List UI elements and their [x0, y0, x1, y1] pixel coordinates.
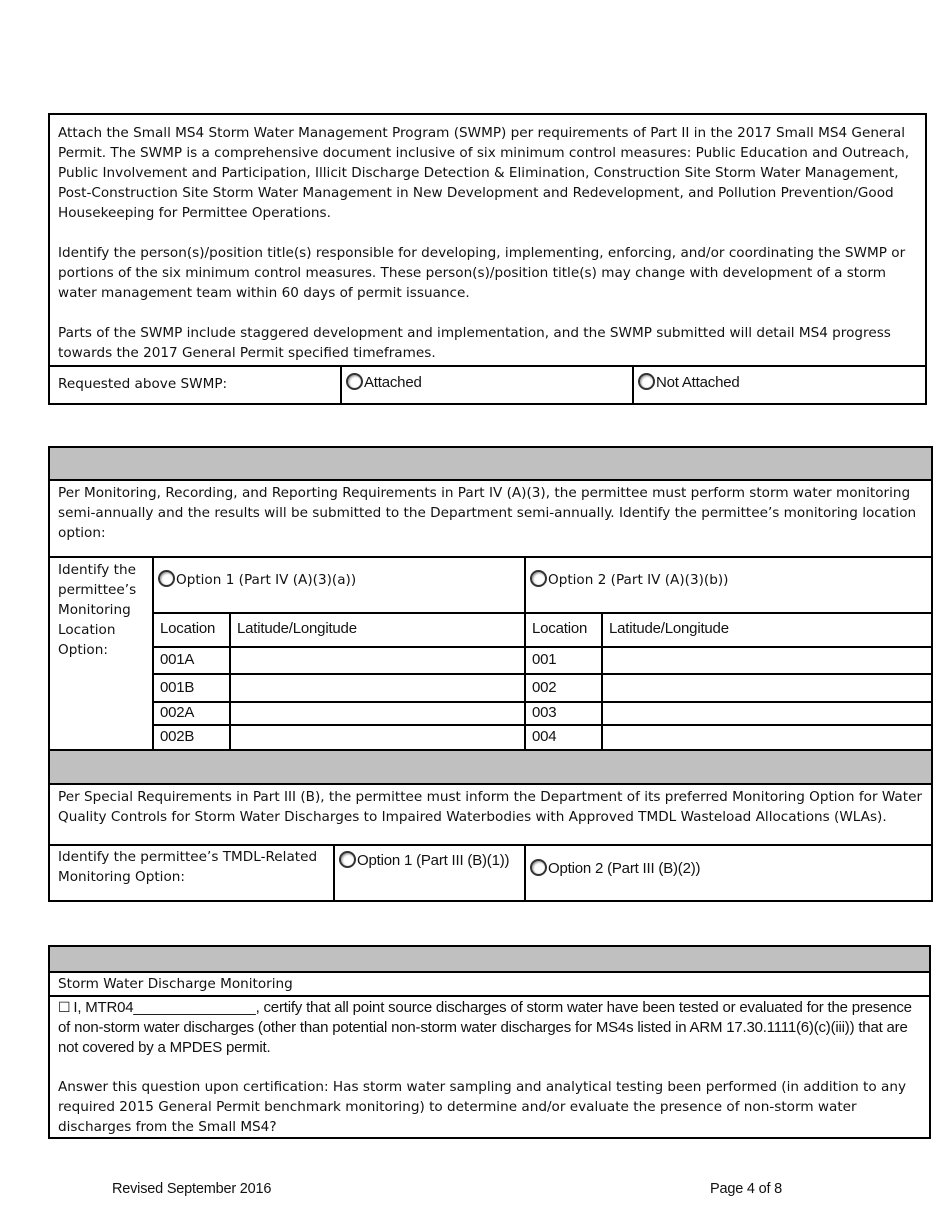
monitoring-option-2-label: Option 2 (Part IV (A)(3)(b)) [548, 572, 729, 588]
tmdl-option-2-radio[interactable] [530, 859, 547, 876]
not-attached-radio[interactable] [638, 373, 655, 390]
option2-latlong-input[interactable] [602, 674, 932, 702]
option1-location-cell: 001B [153, 674, 230, 702]
option1-latlong-input[interactable] [230, 647, 525, 674]
certification-checkbox[interactable]: ☐ [58, 999, 71, 1015]
monitoring-option-2[interactable] [525, 557, 932, 613]
option2-latlong-header: Latitude/Longitude [602, 613, 932, 647]
monitoring-table [48, 446, 933, 902]
option2-latlong-input[interactable] [602, 702, 932, 725]
certification-text: I, MTR04_______________, certify that all point source discharges of storm water have been tested or evaluated for the presence of non-storm water discharges (other than potential non-storm water discharges for MS4s listed in ARM 17.30.1111(6)(c)(iii)) that are not covered by a MPDES permit. [58, 999, 912, 1056]
swmp-paragraph-2: Identify the person(s)/position title(s) responsible for developing, implementing, enforcing, and/or coordinating the SWMP or portions of the six minimum control measures. These person(s)/position title(s) may change with development of a storm water management team within 60 days of permit issuance. [58, 245, 906, 301]
option1-latlong-input[interactable] [230, 674, 525, 702]
tmdl-header-bar [49, 750, 932, 784]
discharge-table [48, 945, 931, 1139]
swmp-paragraph-1: Attach the Small MS4 Storm Water Management Program (SWMP) per requirements of Part II in the 2017 Small MS4 General Permit. The SWMP is a comprehensive document inclusive of six minimum control measures: Public Education and Outreach, Public Involvement and Participation, Illicit Discharge Detection & Elimination, Construction Site Storm Water Management, Post-Construction Site Storm Water Management in New Development and Redevelopment, and Pollution Prevention/Good Housekeeping for Permittee Operations. [58, 125, 910, 221]
monitoring-header-bar [49, 447, 932, 480]
option1-latlong-header: Latitude/Longitude [230, 613, 525, 647]
monitoring-option-2-radio[interactable] [530, 570, 547, 587]
option1-latlong-input[interactable] [230, 725, 525, 750]
tmdl-identify-label: Identify the permittee’s TMDL-Related Monitoring Option: [49, 845, 334, 901]
tmdl-option-2-label: Option 2 (Part III (B)(2)) [548, 860, 701, 877]
option2-latlong-input[interactable] [602, 647, 932, 674]
option2-location-header: Location [525, 613, 602, 647]
swmp-section [48, 113, 925, 405]
tmdl-option-1[interactable] [334, 845, 525, 901]
swmp-table [48, 113, 927, 405]
option1-location-header: Location [153, 613, 230, 647]
discharge-section-title: Storm Water Discharge Monitoring [49, 972, 930, 996]
option2-latlong-input[interactable] [602, 725, 932, 750]
option2-location-cell: 004 [525, 725, 602, 750]
tmdl-description: Per Special Requirements in Part III (B), the permittee must inform the Department of its preferred Monitoring Option for Water Quality Controls for Storm Water Discharges to Impaired Waterbodies with Approved TMDL Wasteload Allocations (WLAs). [49, 784, 932, 845]
attached-radio[interactable] [346, 373, 363, 390]
not-attached-label: Not Attached [656, 374, 740, 391]
attached-label: Attached [364, 374, 422, 391]
footer-revised-date: Revised September 2016 [112, 1181, 272, 1197]
swmp-request-label: Requested above SWMP: [49, 366, 341, 404]
monitoring-description: Per Monitoring, Recording, and Reporting Requirements in Part IV (A)(3), the permittee must perform storm water monitoring semi-annually and the results will be submitted to the Department semi-annually. Identify the permittee’s monitoring location option: [49, 480, 932, 557]
monitoring-option-1-radio[interactable] [158, 570, 175, 587]
swmp-not-attached-option[interactable] [633, 366, 926, 404]
monitoring-section [48, 446, 931, 902]
discharge-question: Answer this question upon certification: Has storm water sampling and analytical testing been performed (in addition to any required 2015 General Permit benchmark monitoring) to determine and/or evaluate the presence of non-storm water discharges from the Small MS4? [58, 1079, 906, 1135]
monitoring-identify-label: Identify the permittee’s Monitoring Location Option: [49, 557, 153, 750]
tmdl-option-1-label: Option 1 (Part III (B)(1)) [357, 852, 510, 869]
option2-location-cell: 003 [525, 702, 602, 725]
discharge-section [48, 945, 931, 1139]
option1-latlong-input[interactable] [230, 702, 525, 725]
swmp-instructions-cell [49, 114, 926, 366]
discharge-header-bar [49, 946, 930, 972]
tmdl-option-1-radio[interactable] [339, 851, 356, 868]
swmp-attached-option[interactable] [341, 366, 633, 404]
discharge-certification-cell [49, 996, 930, 1138]
certification-statement [58, 997, 921, 1058]
option2-location-cell: 001 [525, 647, 602, 674]
option1-location-cell: 001A [153, 647, 230, 674]
monitoring-option-1[interactable] [153, 557, 525, 613]
option1-location-cell: 002A [153, 702, 230, 725]
monitoring-option-1-label: Option 1 (Part IV (A)(3)(a)) [176, 572, 357, 588]
option2-location-cell: 002 [525, 674, 602, 702]
swmp-paragraph-3: Parts of the SWMP include staggered development and implementation, and the SWMP submitted will detail MS4 progress towards the 2017 General Permit specified timeframes. [58, 325, 891, 361]
option1-location-cell: 002B [153, 725, 230, 750]
tmdl-option-2[interactable] [525, 845, 932, 901]
footer-page-number: Page 4 of 8 [710, 1181, 782, 1197]
